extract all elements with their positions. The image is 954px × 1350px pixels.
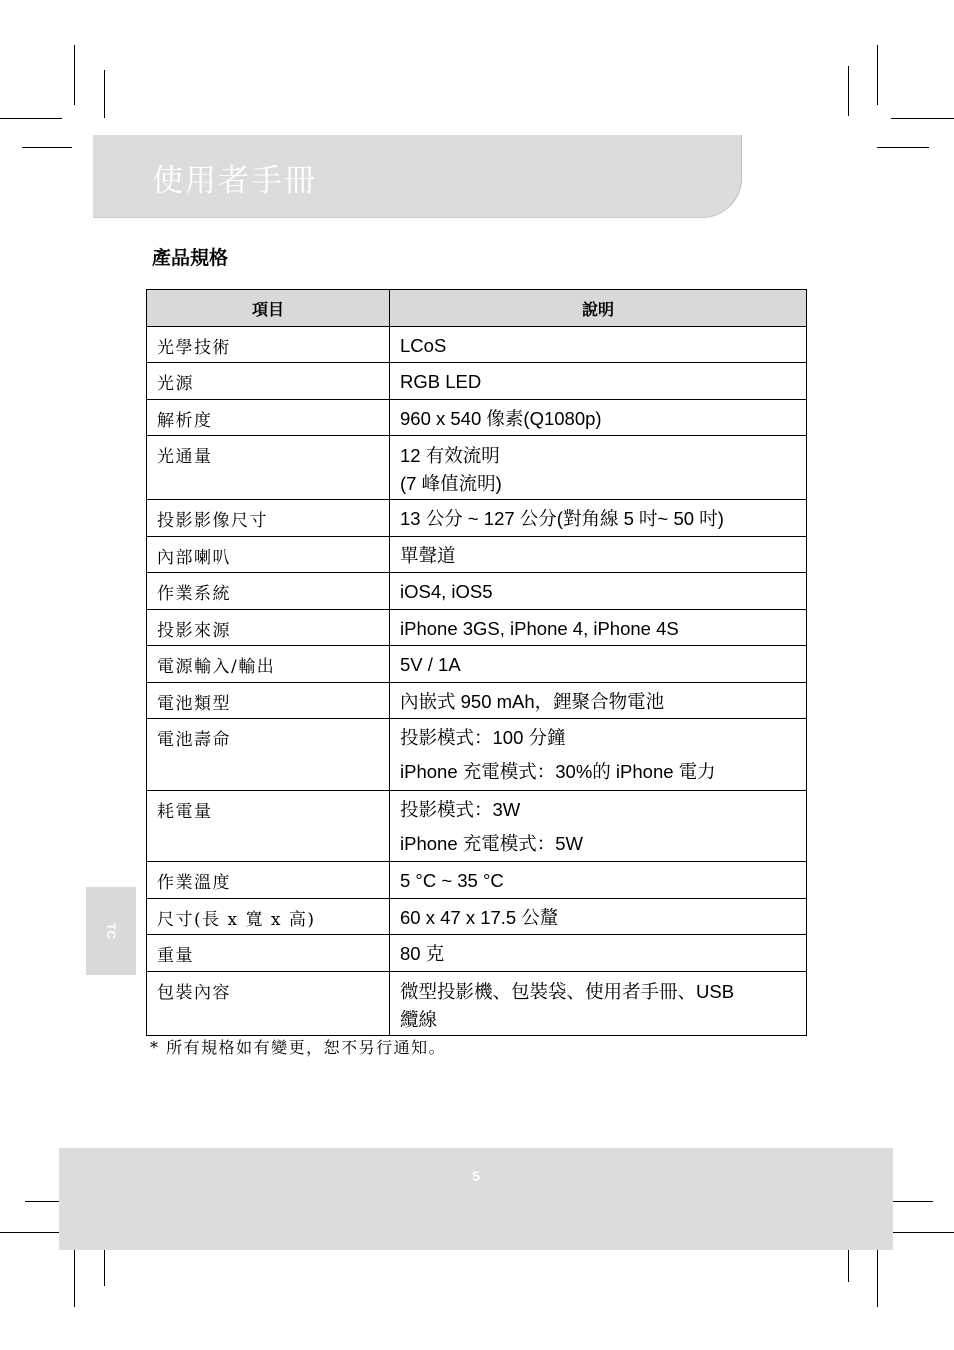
- spec-value-line: 60 x 47 x 17.5 公釐: [400, 907, 559, 928]
- spec-value-line: 5 °C ~ 35 °C: [400, 870, 504, 891]
- table-row: [147, 537, 807, 573]
- table-row: [147, 972, 807, 1036]
- spec-value-line: 投影模式：3W: [400, 799, 521, 820]
- spec-value-line: 12 有效流明: [400, 445, 500, 466]
- crop-mark: [104, 70, 105, 118]
- column-header-item: 項目: [147, 290, 390, 327]
- spec-item: 耗電量: [147, 791, 390, 862]
- spec-value-line: iPhone 充電模式：5W: [400, 833, 583, 854]
- crop-mark: [22, 147, 72, 148]
- spec-item: 電池壽命: [147, 719, 390, 791]
- table-header-row: [147, 290, 807, 327]
- language-tab-label: TC: [104, 923, 118, 939]
- spec-value: [390, 436, 807, 500]
- crop-mark: [877, 1247, 878, 1307]
- spec-item: 作業溫度: [147, 862, 390, 899]
- spec-value-line: 13 公分 ~ 127 公分(對角線 5 吋~ 50 吋): [400, 508, 724, 529]
- table-row: [147, 646, 807, 683]
- spec-value: [390, 899, 807, 935]
- spec-item: 投影來源: [147, 610, 390, 646]
- spec-value: [390, 935, 807, 972]
- spec-value: [390, 327, 807, 363]
- table-row: [147, 683, 807, 719]
- crop-mark: [891, 118, 954, 119]
- spec-item: 投影影像尺寸: [147, 500, 390, 537]
- spec-item: 重量: [147, 935, 390, 972]
- spec-item: 解析度: [147, 400, 390, 436]
- language-tab: [86, 887, 136, 975]
- table-row: [147, 791, 807, 862]
- spec-value: [390, 683, 807, 719]
- spec-value-line: 內嵌式 950 mAh，鋰聚合物電池: [400, 691, 665, 712]
- spec-value-line: 80 克: [400, 943, 445, 964]
- spec-value: [390, 791, 807, 862]
- section-heading: 產品規格: [152, 247, 229, 269]
- spec-value: [390, 719, 807, 791]
- table-row: [147, 363, 807, 400]
- spec-value: [390, 646, 807, 683]
- spec-value: [390, 862, 807, 899]
- spec-value-line: iPhone 3GS, iPhone 4, iPhone 4S: [400, 618, 679, 639]
- spec-value: [390, 610, 807, 646]
- crop-mark: [877, 45, 878, 105]
- column-header-description: 說明: [390, 290, 807, 327]
- spec-item: 光學技術: [147, 327, 390, 363]
- spec-value: [390, 573, 807, 610]
- footer-band: [59, 1148, 893, 1250]
- crop-mark: [893, 1232, 954, 1233]
- spec-value-line: 960 x 540 像素(Q1080p): [400, 408, 602, 429]
- spec-value-line: iPhone 充電模式：30%的 iPhone 電力: [400, 761, 716, 782]
- spec-value-line: 5V / 1A: [400, 654, 461, 675]
- spec-value: [390, 972, 807, 1036]
- table-row: [147, 862, 807, 899]
- footnote: * 所有規格如有變更，恕不另行通知。: [150, 1038, 447, 1057]
- spec-value-line: RGB LED: [400, 371, 482, 392]
- table-row: [147, 610, 807, 646]
- spec-table: [146, 289, 807, 1036]
- spec-value-line: 纜線: [400, 1009, 438, 1030]
- table-row: [147, 436, 807, 500]
- spec-item: 內部喇叭: [147, 537, 390, 573]
- spec-item: 包裝內容: [147, 972, 390, 1036]
- table-row: [147, 327, 807, 363]
- crop-mark: [877, 147, 929, 148]
- crop-mark: [0, 118, 62, 119]
- crop-mark: [74, 45, 75, 105]
- spec-item: 作業系統: [147, 573, 390, 610]
- spec-value-line: LCoS: [400, 335, 447, 356]
- table-row: [147, 935, 807, 972]
- spec-item: 光源: [147, 363, 390, 400]
- page-title: 使用者手冊: [152, 163, 317, 199]
- table-row: [147, 400, 807, 436]
- spec-value-line: 單聲道: [400, 545, 456, 566]
- table-row: [147, 573, 807, 610]
- spec-item: 光通量: [147, 436, 390, 500]
- table-row: [147, 719, 807, 791]
- spec-value: [390, 500, 807, 537]
- spec-value-line: (7 峰值流明): [400, 473, 502, 494]
- table-row: [147, 500, 807, 537]
- table-row: [147, 899, 807, 935]
- crop-mark: [0, 1232, 62, 1233]
- spec-value: [390, 363, 807, 400]
- spec-value: [390, 400, 807, 436]
- crop-mark: [848, 66, 849, 116]
- spec-value: [390, 537, 807, 573]
- spec-value-line: 微型投影機、包裝袋、使用者手冊、USB: [400, 981, 735, 1002]
- spec-item: 電源輸入/輸出: [147, 646, 390, 683]
- spec-value-line: 投影模式：100 分鐘: [400, 727, 566, 748]
- spec-value-line: iOS4, iOS5: [400, 581, 493, 602]
- spec-item: 尺寸(長 x 寬 x 高): [147, 899, 390, 935]
- crop-mark: [74, 1247, 75, 1307]
- spec-item: 電池類型: [147, 683, 390, 719]
- page-number: 5: [472, 1168, 480, 1184]
